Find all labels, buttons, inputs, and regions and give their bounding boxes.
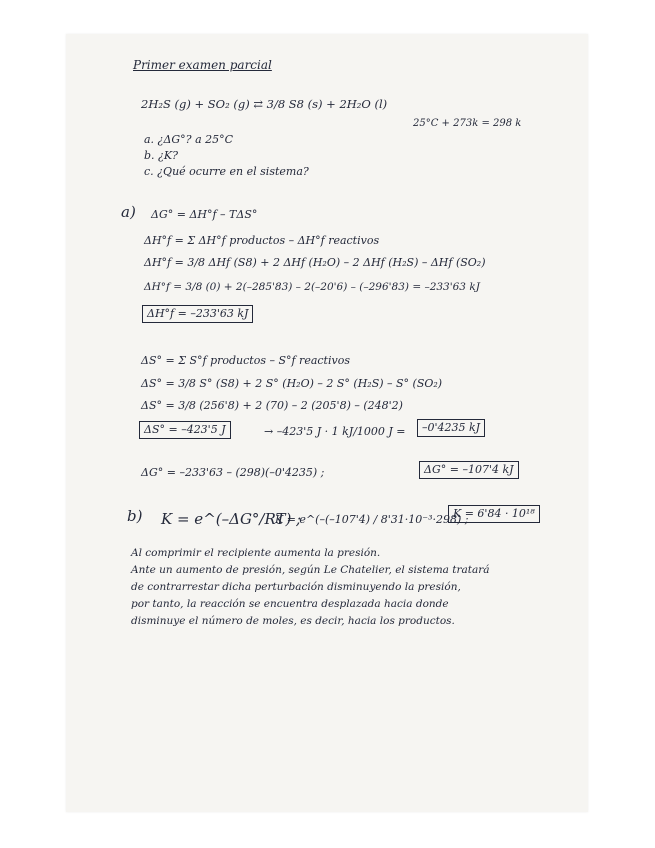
- page-title: Primer examen parcial: [133, 58, 272, 72]
- explanation-line-4: por tanto, la reacción se encuentra desplazada hacia donde: [131, 598, 449, 610]
- enthalpy-definition: ΔH°f = Σ ΔH°f productos – ΔH°f reactivos: [144, 234, 380, 247]
- explanation-line-5: disminuye el número de moles, es decir, hacia los productos.: [131, 615, 455, 627]
- enthalpy-substitution: ΔH°f = 3/8 (0) + 2(–285'83) – 2(–20'6) – (–296'83) = –233'63 kJ: [144, 281, 480, 293]
- question-a: a. ¿ΔG°? a 25°C: [144, 133, 234, 146]
- k-substitution: K = e^(–(–107'4) / 8'31·10⁻³·298) ;: [275, 513, 469, 526]
- entropy-substitution: ΔS° = 3/8 (256'8) + 2 (70) – 2 (205'8) – (248'2): [141, 399, 403, 412]
- k-result-box: K = 6'84 · 10¹⁸: [448, 505, 540, 523]
- entropy-unit-conversion: → –423'5 J · 1 kJ/1000 J =: [264, 425, 406, 438]
- enthalpy-expansion: ΔH°f = 3/8 ΔHf (S8) + 2 ΔHf (H₂O) – 2 ΔHf (H₂S) – ΔHf (SO₂): [144, 256, 486, 269]
- entropy-result-box: ΔS° = –423'5 J: [139, 421, 231, 439]
- gibbs-result-box: ΔG° = –107'4 kJ: [419, 461, 519, 479]
- gibbs-formula: ΔG° = ΔH°f – TΔS°: [151, 208, 258, 221]
- enthalpy-result-box: ΔH°f = –233'63 kJ: [142, 305, 253, 323]
- question-c: c. ¿Qué ocurre en el sistema?: [144, 165, 309, 178]
- explanation-line-2: Ante un aumento de presión, según Le Chatelier, el sistema tratará: [131, 564, 490, 576]
- k-formula: K = e^(–ΔG°/RT) ;: [161, 510, 302, 528]
- temperature-conversion: 25°C + 273k = 298 k: [413, 118, 522, 129]
- explanation-line-1: Al comprimir el recipiente aumenta la presión.: [131, 547, 381, 559]
- reaction-equation: 2H₂S (g) + SO₂ (g) ⇄ 3/8 S8 (s) + 2H₂O (l): [141, 97, 388, 111]
- part-a-label: a): [121, 203, 136, 221]
- entropy-kj-box: –0'4235 kJ: [417, 419, 485, 437]
- gibbs-substitution: ΔG° = –233'63 – (298)(–0'4235) ;: [141, 466, 325, 479]
- explanation-line-3: de contrarrestar dicha perturbación disminuyendo la presión,: [131, 581, 461, 593]
- entropy-expansion: ΔS° = 3/8 S° (S8) + 2 S° (H₂O) – 2 S° (H₂S) – S° (SO₂): [141, 377, 443, 390]
- question-b: b. ¿K?: [144, 149, 179, 162]
- part-b-label: b): [127, 507, 143, 525]
- entropy-definition: ΔS° = Σ S°f productos – S°f reactivos: [141, 354, 350, 367]
